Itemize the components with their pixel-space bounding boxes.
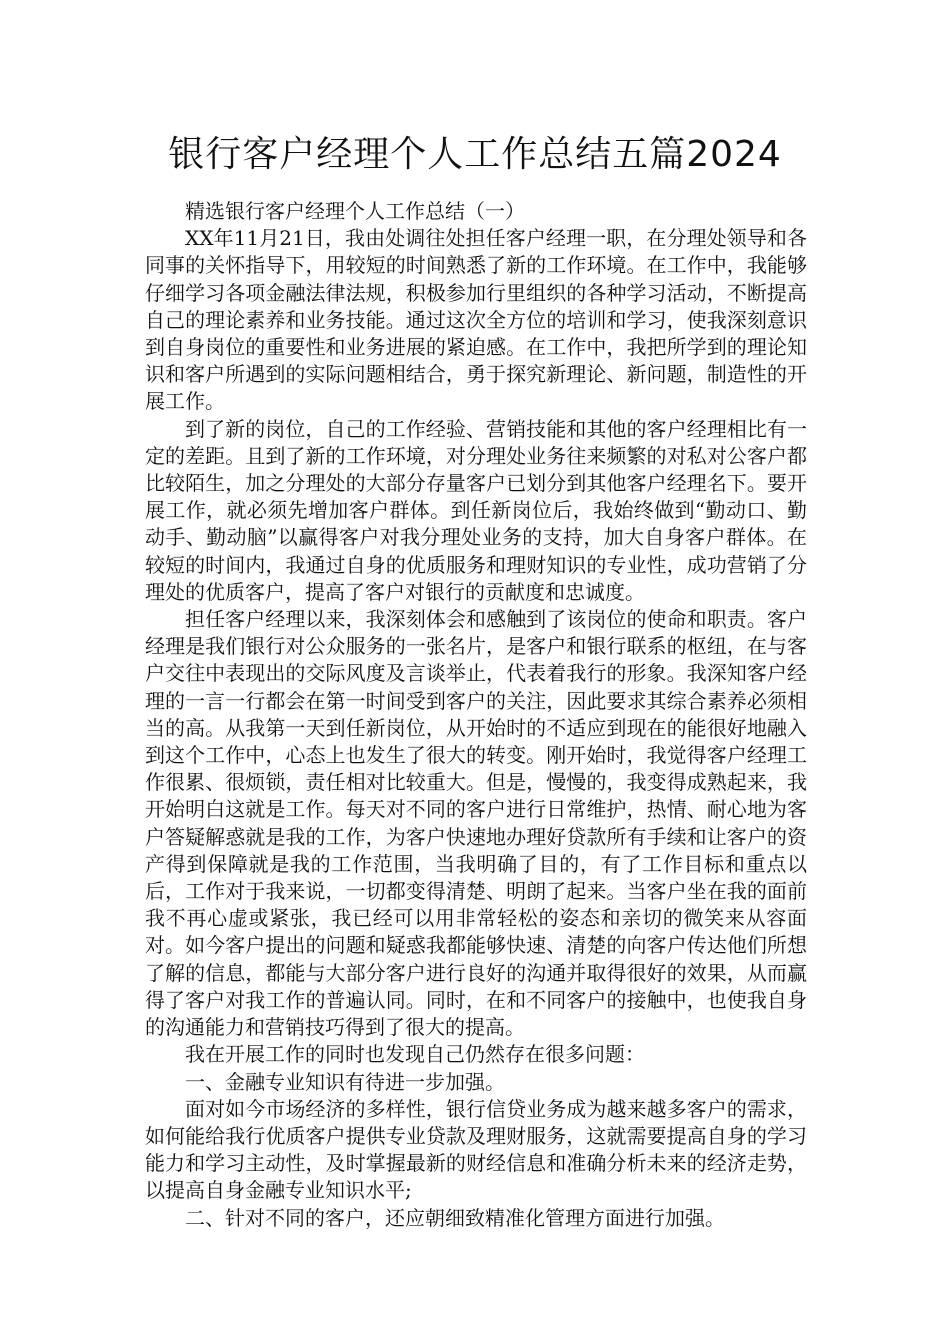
list-item-heading: 一、金融专业知识有待进一步加强。 [185,1069,505,1094]
body-paragraph: 担任客户经理以来，我深刻体会和感触到了该岗位的使命和职责。客户经理是我们银行对公众服务的一张名片，是客户和银行联系的枢纽，在与客户交往中表现出的交际风度及言谈举止，代表着我行的形象。我深知客户经理的一言一行都会在第一时间受到客户的关注，因此要求其综合素养必须相当的高。从我第一天到任新岗位，从开始时的不适应到现在的能很好地融入到这个工作中，心态上也发生了很大的转变。刚开始时，我觉得客户经理工作很累、很烦锁，责任相对比较重大。但是，慢慢的，我变得成熟起来，我开始明白这就是工作。每天对不同的客户进行日常维护，热情、耐心地为客户答疑解惑就是我的工作，为客户快速地办理好贷款所有手续和让客户的资产得到保障就是我的工作范围，当我明确了目的，有了工作目标和重点以后，工作对于我来说，一切都变得清楚、明朗了起来。当客户坐在我的面前我不再心虚或紧张，我已经可以用非常轻松的姿态和亲切的微笑来从容面对。如今客户提出的问题和疑惑我都能够快速、清楚的向客户传达他们所想了解的信息，都能与大部分客户进行良好的沟通并取得很好的效果，从而赢得了客户对我工作的普遍认同。同时，在和不同客户的接触中，也使我自身的沟通能力和营销技巧得到了很大的提高。 [145,607,807,1040]
document-body [145,198,807,1232]
body-paragraph: 我在开展工作的同时也发现自己仍然存在很多问题： [185,1042,645,1067]
body-paragraph: 到了新的岗位，自己的工作经验、营销技能和其他的客户经理相比有一定的差距。且到了新的工作环境，对分理处业务往来频繁的对私对公客户都比较陌生，加之分理处的大部分存量客户已划分到其他客户经理名下。要开展工作，就必须先增加客户群体。到任新岗位后，我始终做到“勤动口、勤动手、勤动脑”以赢得客户对我分理处业务的支持，加大自身客户群体。在较短的时间内，我通过自身的优质服务和理财知识的专业性，成功营销了分理处的优质客户，提高了客户对银行的贡献度和忠诚度。 [145,416,807,604]
list-item-heading: 二、针对不同的客户，还应朝细致精准化管理方面进行加强。 [185,1205,725,1230]
body-paragraph: XX年11月21日，我由处调往处担任客户经理一职，在分理处领导和各同事的关怀指导下，用较短的时间熟悉了新的工作环境。在工作中，我能够仔细学习各项金融法律法规，积极参加行里组织的各种学习活动，不断提高自己的理论素养和业务技能。通过这次全方位的培训和学习，使我深刻意识到自身岗位的重要性和业务进展的紧迫感。在工作中，我把所学到的理论知识和客户所遇到的实际问题相结合，勇于探究新理论、新问题，制造性的开展工作。 [145,226,807,414]
section-heading: 精选银行客户经理个人工作总结（一） [185,199,525,223]
body-paragraph: 面对如今市场经济的多样性，银行信贷业务成为越来越多客户的需求，如何能给我行优质客户提供专业贷款及理财服务，这就需要提高自身的学习能力和学习主动性，及时掌握最新的财经信息和准确分析未来的经济走势，以提高自身金融专业知识水平; [145,1096,807,1203]
document-title: 银行客户经理个人工作总结五篇2024 [168,134,782,175]
